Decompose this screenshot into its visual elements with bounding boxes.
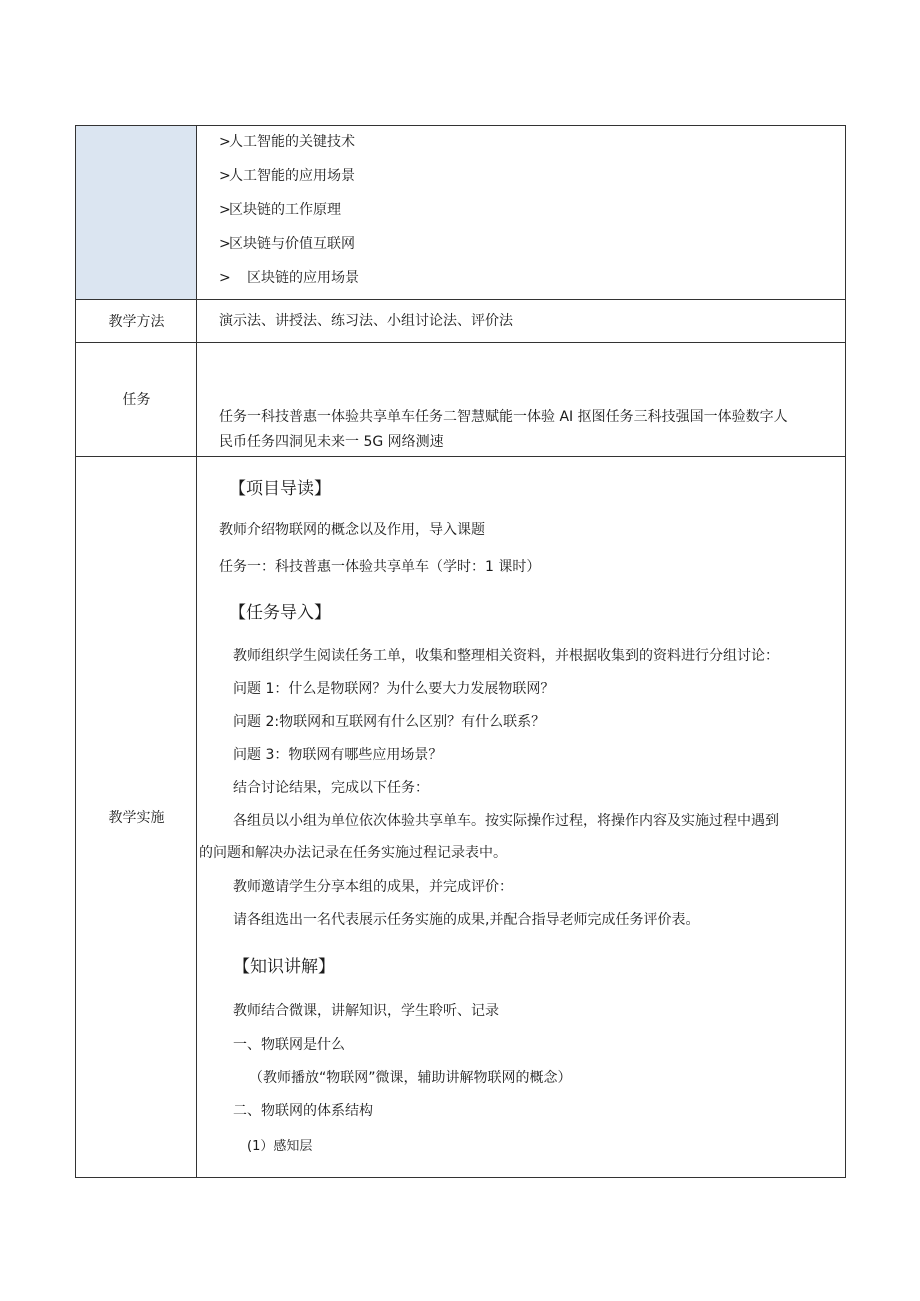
implementation-cell [197, 456, 845, 1177]
group-text-line-2: 的问题和解决办法记录在任务实施过程记录表中。 [199, 845, 507, 861]
point-1: 一、物联网是什么 [233, 1037, 345, 1053]
combine-text: 结合讨论结果，完成以下任务： [233, 780, 429, 796]
label-column [76, 126, 197, 1177]
group-text-line-1: 各组员以小组为单位依次体验共享单车。按实际操作过程，将操作内容及实施过程中遇到 [233, 813, 779, 829]
point-2: 二、物联网的体系结构 [233, 1103, 373, 1119]
methods-cell [197, 299, 845, 342]
knowledge-intro: 教师结合微课，讲解知识，学生聆听、记录 [233, 1003, 499, 1019]
task-intro-text: 教师组织学生阅读任务工单，收集和整理相关资料，并根据收集到的资料进行分组讨论： [233, 648, 779, 664]
question-2: 问题 2:物联网和互联网有什么区别？有什么联系？ [233, 714, 546, 730]
tasks-label: 任务 [122, 392, 151, 408]
list-item: > 区块链的应用场景 [219, 270, 359, 286]
question-3: 问题 3：物联网有哪些应用场景？ [233, 747, 443, 763]
point-2-sub: (1）感知层 [247, 1139, 313, 1154]
knowledge-heading: 【知识讲解】 [233, 957, 335, 977]
list-item: >区块链的工作原理 [219, 202, 341, 218]
list-item: >人工智能的关键技术 [219, 134, 355, 150]
tasks-line-2: 民币任务四洞见未来一 5G 网络测速 [219, 434, 444, 450]
methods-text: 演示法、讲授法、练习法、小组讨论法、评价法 [219, 313, 513, 329]
tasks-cell [197, 342, 845, 456]
topic-list [197, 126, 845, 299]
list-item: >人工智能的应用场景 [219, 168, 355, 184]
task-intro-heading: 【任务导入】 [229, 603, 331, 623]
methods-label: 教学方法 [108, 314, 165, 330]
project-heading: 【项目导读】 [229, 479, 331, 499]
implementation-label: 教学实施 [108, 810, 165, 826]
select-text: 请各组选出一名代表展示任务实施的成果,并配合指导老师完成任务评价表。 [233, 912, 700, 928]
lesson-table [75, 125, 846, 1178]
task1-title: 任务一：科技普惠一体验共享单车（学时：1 课时） [219, 559, 541, 575]
invite-text: 教师邀请学生分享本组的成果，并完成评价： [233, 879, 513, 895]
list-item: >区块链与价值互联网 [219, 236, 355, 252]
tasks-line-1: 任务一科技普惠一体验共享单车任务二智慧赋能一体验 AI 抠图任务三科技强国一体验数字人 [219, 409, 788, 425]
point-1-note: （教师播放“物联网”微课，辅助讲解物联网的概念） [249, 1070, 572, 1086]
question-1: 问题 1：什么是物联网？为什么要大力发展物联网？ [233, 681, 555, 697]
project-intro: 教师介绍物联网的概念以及作用，导入课题 [219, 522, 485, 538]
